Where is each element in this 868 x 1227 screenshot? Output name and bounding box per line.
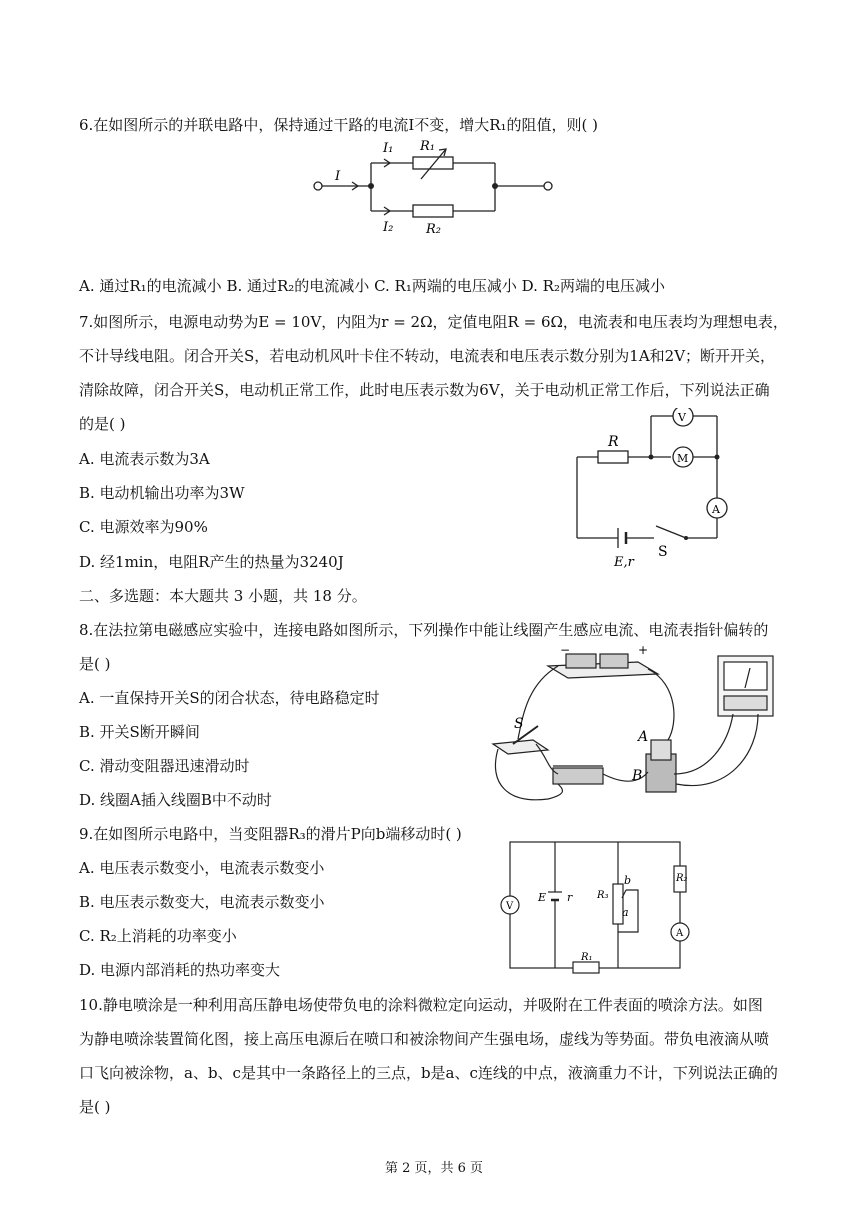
q9-circuit-figure (498, 836, 698, 976)
q7-motor-circuit-figure (566, 408, 736, 573)
label-R2: R₂ (426, 222, 441, 237)
q8-option-d: D. 线圈A插入线圈B中不动时 (79, 791, 272, 809)
q7-stem-line-1: 7.如图所示，电源电动势为E = 10V，内阻为r = 2Ω，定值电阻R = 6Ω，电流表和电压表均为理想电表， (79, 313, 788, 331)
voltmeter-V: V (506, 901, 514, 912)
q6-parallel-circuit-figure (308, 135, 558, 240)
label-R2: R₂ (676, 873, 688, 884)
label-coil-B: B (632, 768, 643, 784)
battery-minus: − (560, 644, 571, 657)
q9-option-c: C. R₂上消耗的功率变小 (79, 927, 237, 945)
q9-stem: 9.在如图所示电路中，当变阻器R₃的滑片P向b端移动时( ) (79, 825, 462, 843)
label-R1: R₁ (581, 952, 593, 963)
label-I: I (335, 169, 341, 184)
label-R3: R₃ (597, 890, 609, 901)
q10-stem-line-3: 口飞向被涂物，a、b、c是其中一条路径上的三点，b是a、c连线的中点，液滴重力不计，下列说法正确的 (79, 1064, 778, 1082)
q6-stem: 6.在如图所示的并联电路中，保持通过干路的电流I不变，增大R₁的阻值，则( ) (79, 116, 599, 134)
label-R: R (608, 434, 619, 450)
label-S: S (514, 716, 524, 732)
ammeter-A: A (712, 503, 720, 516)
q9-option-d: D. 电源内部消耗的热功率变大 (79, 961, 281, 979)
q6-options: A. 通过R₁的电流减小 B. 通过R₂的电流减小 C. R₁两端的电压减小 D. R₂两端的电压减小 (79, 277, 665, 295)
q7-option-a: A. 电流表示数为3A (79, 450, 210, 468)
q7-option-d: D. 经1min，电阻R产生的热量为3240J (79, 553, 344, 571)
q7-option-b: B. 电动机输出功率为3W (79, 484, 245, 502)
q10-stem-line-2: 为静电喷涂装置简化图，接上高压电源后在喷口和被涂物间产生强电场，虚线为等势面。带负电液滴从喷 (79, 1030, 770, 1048)
motor-M: M (677, 452, 689, 465)
q8-faraday-apparatus-figure (488, 644, 788, 809)
label-I2: I₂ (383, 220, 394, 235)
q9-option-a: A. 电压表示数变小，电流表示数变小 (79, 859, 325, 877)
section-2-heading: 二、多选题：本大题共 3 小题，共 18 分。 (79, 587, 367, 605)
q7-option-c: C. 电源效率为90% (79, 518, 208, 536)
q7-stem-line-3: 清除故障，闭合开关S，电动机正常工作，此时电压表示数为6V，关于电动机正常工作后，下列说法正确 (79, 381, 770, 399)
q7-stem-line-4: 的是( ) (79, 415, 126, 433)
label-S: S (658, 544, 668, 560)
q10-stem-line-1: 10.静电喷涂是一种利用高压静电场使带负电的涂料微粒定向运动，并吸附在工件表面的喷涂方法。如图 (79, 996, 763, 1014)
label-R1: R₁ (420, 139, 435, 154)
page-footer: 第 2 页，共 6 页 (384, 1161, 484, 1176)
label-E: E (538, 891, 547, 904)
label-b: b (624, 874, 632, 887)
ammeter-A: A (676, 928, 684, 939)
label-a: a (622, 906, 629, 919)
voltmeter-V: V (678, 411, 686, 424)
label-coil-A: A (638, 729, 649, 745)
label-I1: I₁ (383, 141, 394, 156)
q7-stem-line-2: 不计导线电阻。闭合开关S，若电动机风叶卡住不转动，电流表和电压表示数分别为1A和2V；断开开关， (79, 347, 776, 365)
label-r: r (567, 891, 573, 904)
battery-plus: + (638, 644, 649, 657)
q8-option-b: B. 开关S断开瞬间 (79, 723, 200, 741)
q8-option-a: A. 一直保持开关S的闭合状态，待电路稳定时 (79, 689, 380, 707)
q10-stem-line-4: 是( ) (79, 1098, 111, 1116)
q9-option-b: B. 电压表示数变大，电流表示数变小 (79, 893, 325, 911)
q8-option-c: C. 滑动变阻器迅速滑动时 (79, 757, 250, 775)
label-Er: E,r (614, 555, 634, 570)
q8-stem-line-2: 是( ) (79, 655, 111, 673)
q8-stem-line-1: 8.在法拉第电磁感应实验中，连接电路如图所示，下列操作中能让线圈产生感应电流、电流表指针偏转的 (79, 621, 769, 639)
